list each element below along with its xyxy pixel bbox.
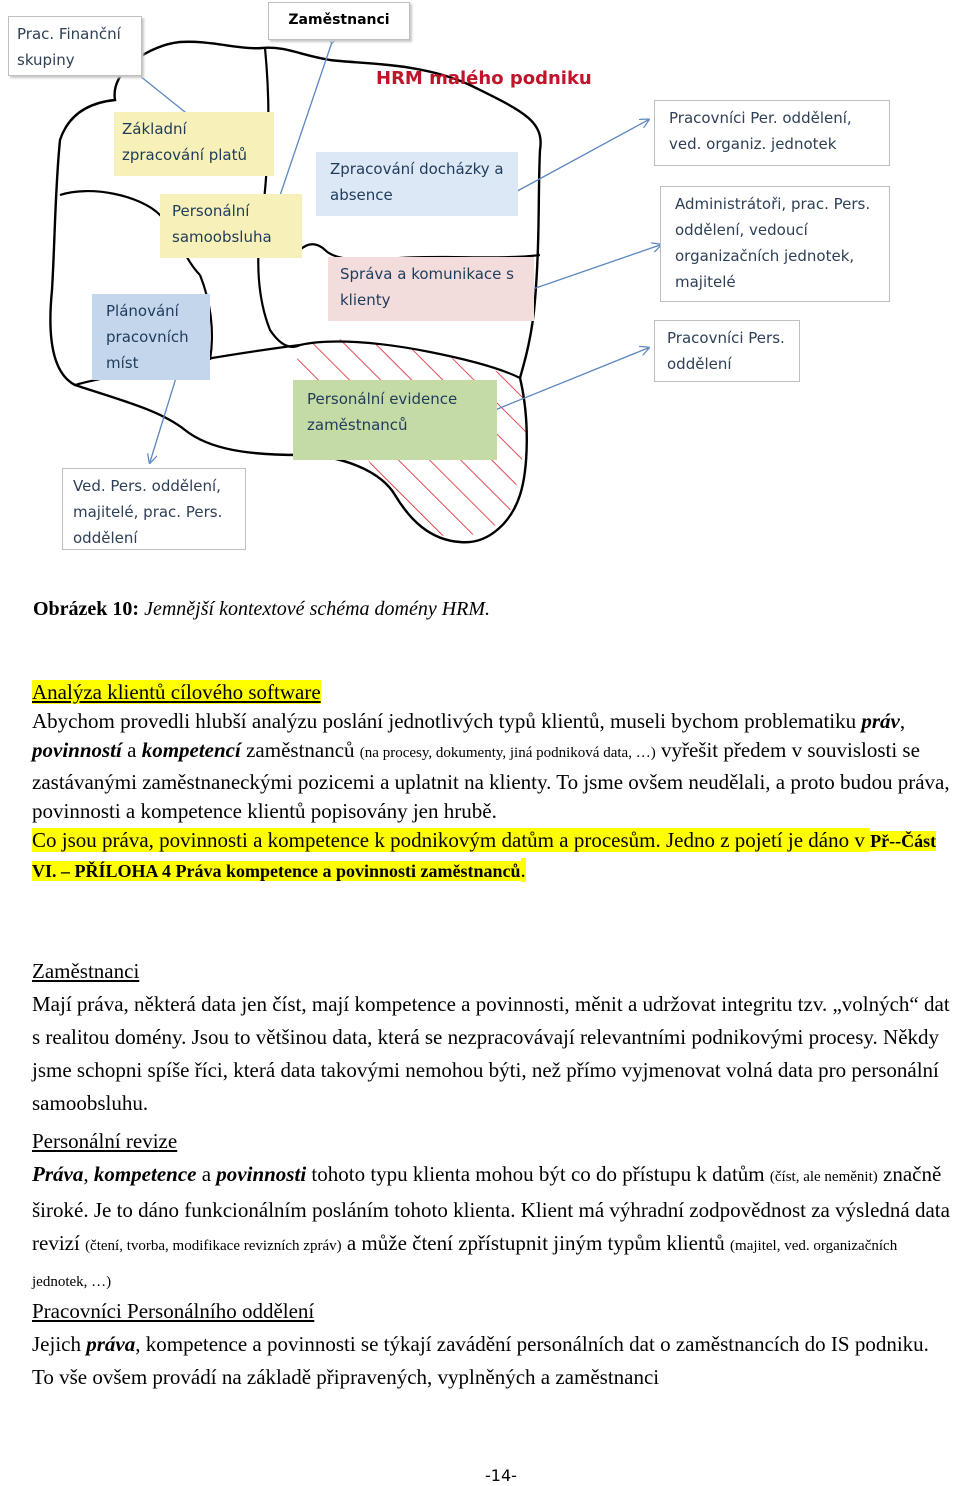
employees-label: Zaměstnanci — [268, 2, 410, 40]
p1-text-e: vyřešit předem v souvislosti se zastávanými zaměstnaneckými pozicemi a uplatnit na klienty. To jsme ovšem neudělali, a proto budou práva, povinnosti a kompetence klientů popisovány jen hrubě. — [32, 738, 950, 823]
paragraph-employees: Mají práva, některá data jen číst, mají kompetence a povinnosti, měnit a udržovat integritu tzv. „volných“ dat s realitou domény. Jsou to většinou data, která se nezpracovávají relevantními podnikovými procesy. Někdy jsme schopni spíše říci, která data takovými nemohou býti, než přímo vyjmenovat volná data pro personální samoobsluhu. — [32, 992, 950, 1115]
section-heading-employees — [32, 955, 952, 988]
audit-small-3: (majitel, ved. organizačních jednotek, …) — [32, 1238, 898, 1290]
heading-analysis: Analýza klientů cílového software — [32, 680, 321, 704]
section-hr-staff — [32, 1295, 952, 1394]
hr-t1: Jejich — [32, 1332, 87, 1356]
p1-text-d: zaměstnanců — [240, 738, 360, 762]
caption-label: Obrázek 10: — [33, 598, 140, 620]
section-client-analysis — [32, 678, 952, 886]
heading-employees: Zaměstnanci — [32, 959, 140, 983]
heading-audit: Personální revize — [32, 1129, 178, 1153]
audit-t2: a — [196, 1162, 217, 1186]
heading-hr: Pracovníci Personálního oddělení — [32, 1299, 315, 1323]
paragraph-hr — [32, 1328, 952, 1394]
paragraph-highlight — [32, 826, 952, 886]
arrow-attendance-to-right1 — [510, 120, 648, 195]
right2-box — [660, 186, 890, 302]
p1-text-c: a — [121, 738, 142, 762]
audit-t1: , — [83, 1162, 94, 1186]
p1-text-a: Abychom provedli hlubší analýzu poslání jednotlivých typů klientů, museli bychom problematiku — [32, 709, 862, 733]
page-number: -14- — [485, 1466, 517, 1485]
section-employees — [32, 955, 952, 1120]
fin-group-text: Prac. Finanční skupiny — [17, 25, 121, 69]
self-service-box — [160, 194, 302, 258]
diagram-title: HRM malého podniku — [376, 68, 592, 89]
paragraph-analysis — [32, 707, 952, 826]
audit-t3: tohoto typu klienta mohou být co do přístupu k datům — [306, 1162, 770, 1186]
attendance-box — [316, 152, 518, 216]
planning-text: Plánování pracovních míst — [106, 302, 189, 372]
client-mgmt-text: Správa a komunikace s klienty — [340, 265, 514, 309]
hr-t2: , kompetence a povinnosti se týkají zavádění personálních dat o zaměstnancích do IS podniku. To vše ovšem provádí na základě připravených, vyplněných a zaměstnanci — [32, 1332, 929, 1389]
audit-rights: Práva — [32, 1162, 84, 1186]
caption-text: Jemnější kontextové schéma domény HRM. — [144, 598, 491, 620]
arrow-client-to-right2 — [530, 245, 660, 290]
right3-text: Pracovníci Pers. oddělení — [667, 329, 785, 373]
planning-box — [92, 294, 210, 380]
appendix-reference-link[interactable]: Př--Část VI. – PŘÍLOHA 4 Práva kompetence a povinnosti zaměstnanců — [32, 831, 937, 881]
p1-text-b: , — [899, 709, 906, 733]
records-text: Personální evidence zaměstnanců — [307, 390, 458, 434]
hrm-context-diagram — [0, 0, 960, 570]
p1-competences: kompetencí — [141, 738, 241, 762]
p1-duties: povinností — [32, 738, 122, 762]
highlight-end: . — [520, 858, 526, 882]
hr-rights: práva — [86, 1332, 136, 1356]
section-heading-audit — [32, 1125, 952, 1158]
paragraph-audit — [32, 1158, 952, 1299]
p1-rights: práv — [861, 709, 900, 733]
p1-small-note: (na procesy, dokumenty, jiná podniková data, …) — [359, 745, 656, 761]
bottom-left-text: Ved. Pers. oddělení, majitelé, prac. Pers. oddělení — [73, 477, 223, 547]
payroll-box — [114, 112, 274, 176]
attendance-text: Zpracování docházky a absence — [330, 160, 504, 204]
right1-text: Pracovníci Per. oddělení, ved. organiz. jednotek — [669, 109, 852, 153]
audit-small-2: (čtení, tvorba, modifikace revizních zpráv) — [85, 1238, 342, 1254]
section-heading-analysis — [32, 678, 952, 707]
bottom-left-box — [62, 468, 246, 550]
audit-competence: kompetence — [93, 1162, 197, 1186]
right2-text: Administrátoři, prac. Pers. oddělení, vedoucí organizačních jednotek, majitelé — [675, 195, 871, 291]
audit-duties: povinnosti — [216, 1162, 307, 1186]
audit-small-1: (číst, ale neměnit) — [769, 1169, 878, 1185]
records-box — [293, 380, 497, 460]
highlight-text: Co jsou práva, povinnosti a kompetence k podnikovým datům a procesům. Jedno z pojetí je dáno v — [32, 828, 871, 852]
audit-t5: a může čtení zpřístupnit jiným typům klientů — [341, 1231, 731, 1255]
fin-group-box — [8, 16, 142, 76]
right3-box — [654, 320, 800, 382]
right1-box — [654, 100, 890, 166]
audit-t4: značně široké. Je to dáno funkcionálním posláním tohoto klienta. Klient má výhradní zodpovědnost za výsledná data revizí — [32, 1162, 950, 1255]
payroll-text: Základní zpracování platů — [122, 120, 247, 164]
section-heading-hr — [32, 1295, 952, 1328]
client-mgmt-box — [328, 257, 534, 321]
figure-caption — [33, 598, 490, 621]
self-service-text: Personální samoobsluha — [172, 202, 272, 246]
section-personnel-audit — [32, 1125, 952, 1299]
